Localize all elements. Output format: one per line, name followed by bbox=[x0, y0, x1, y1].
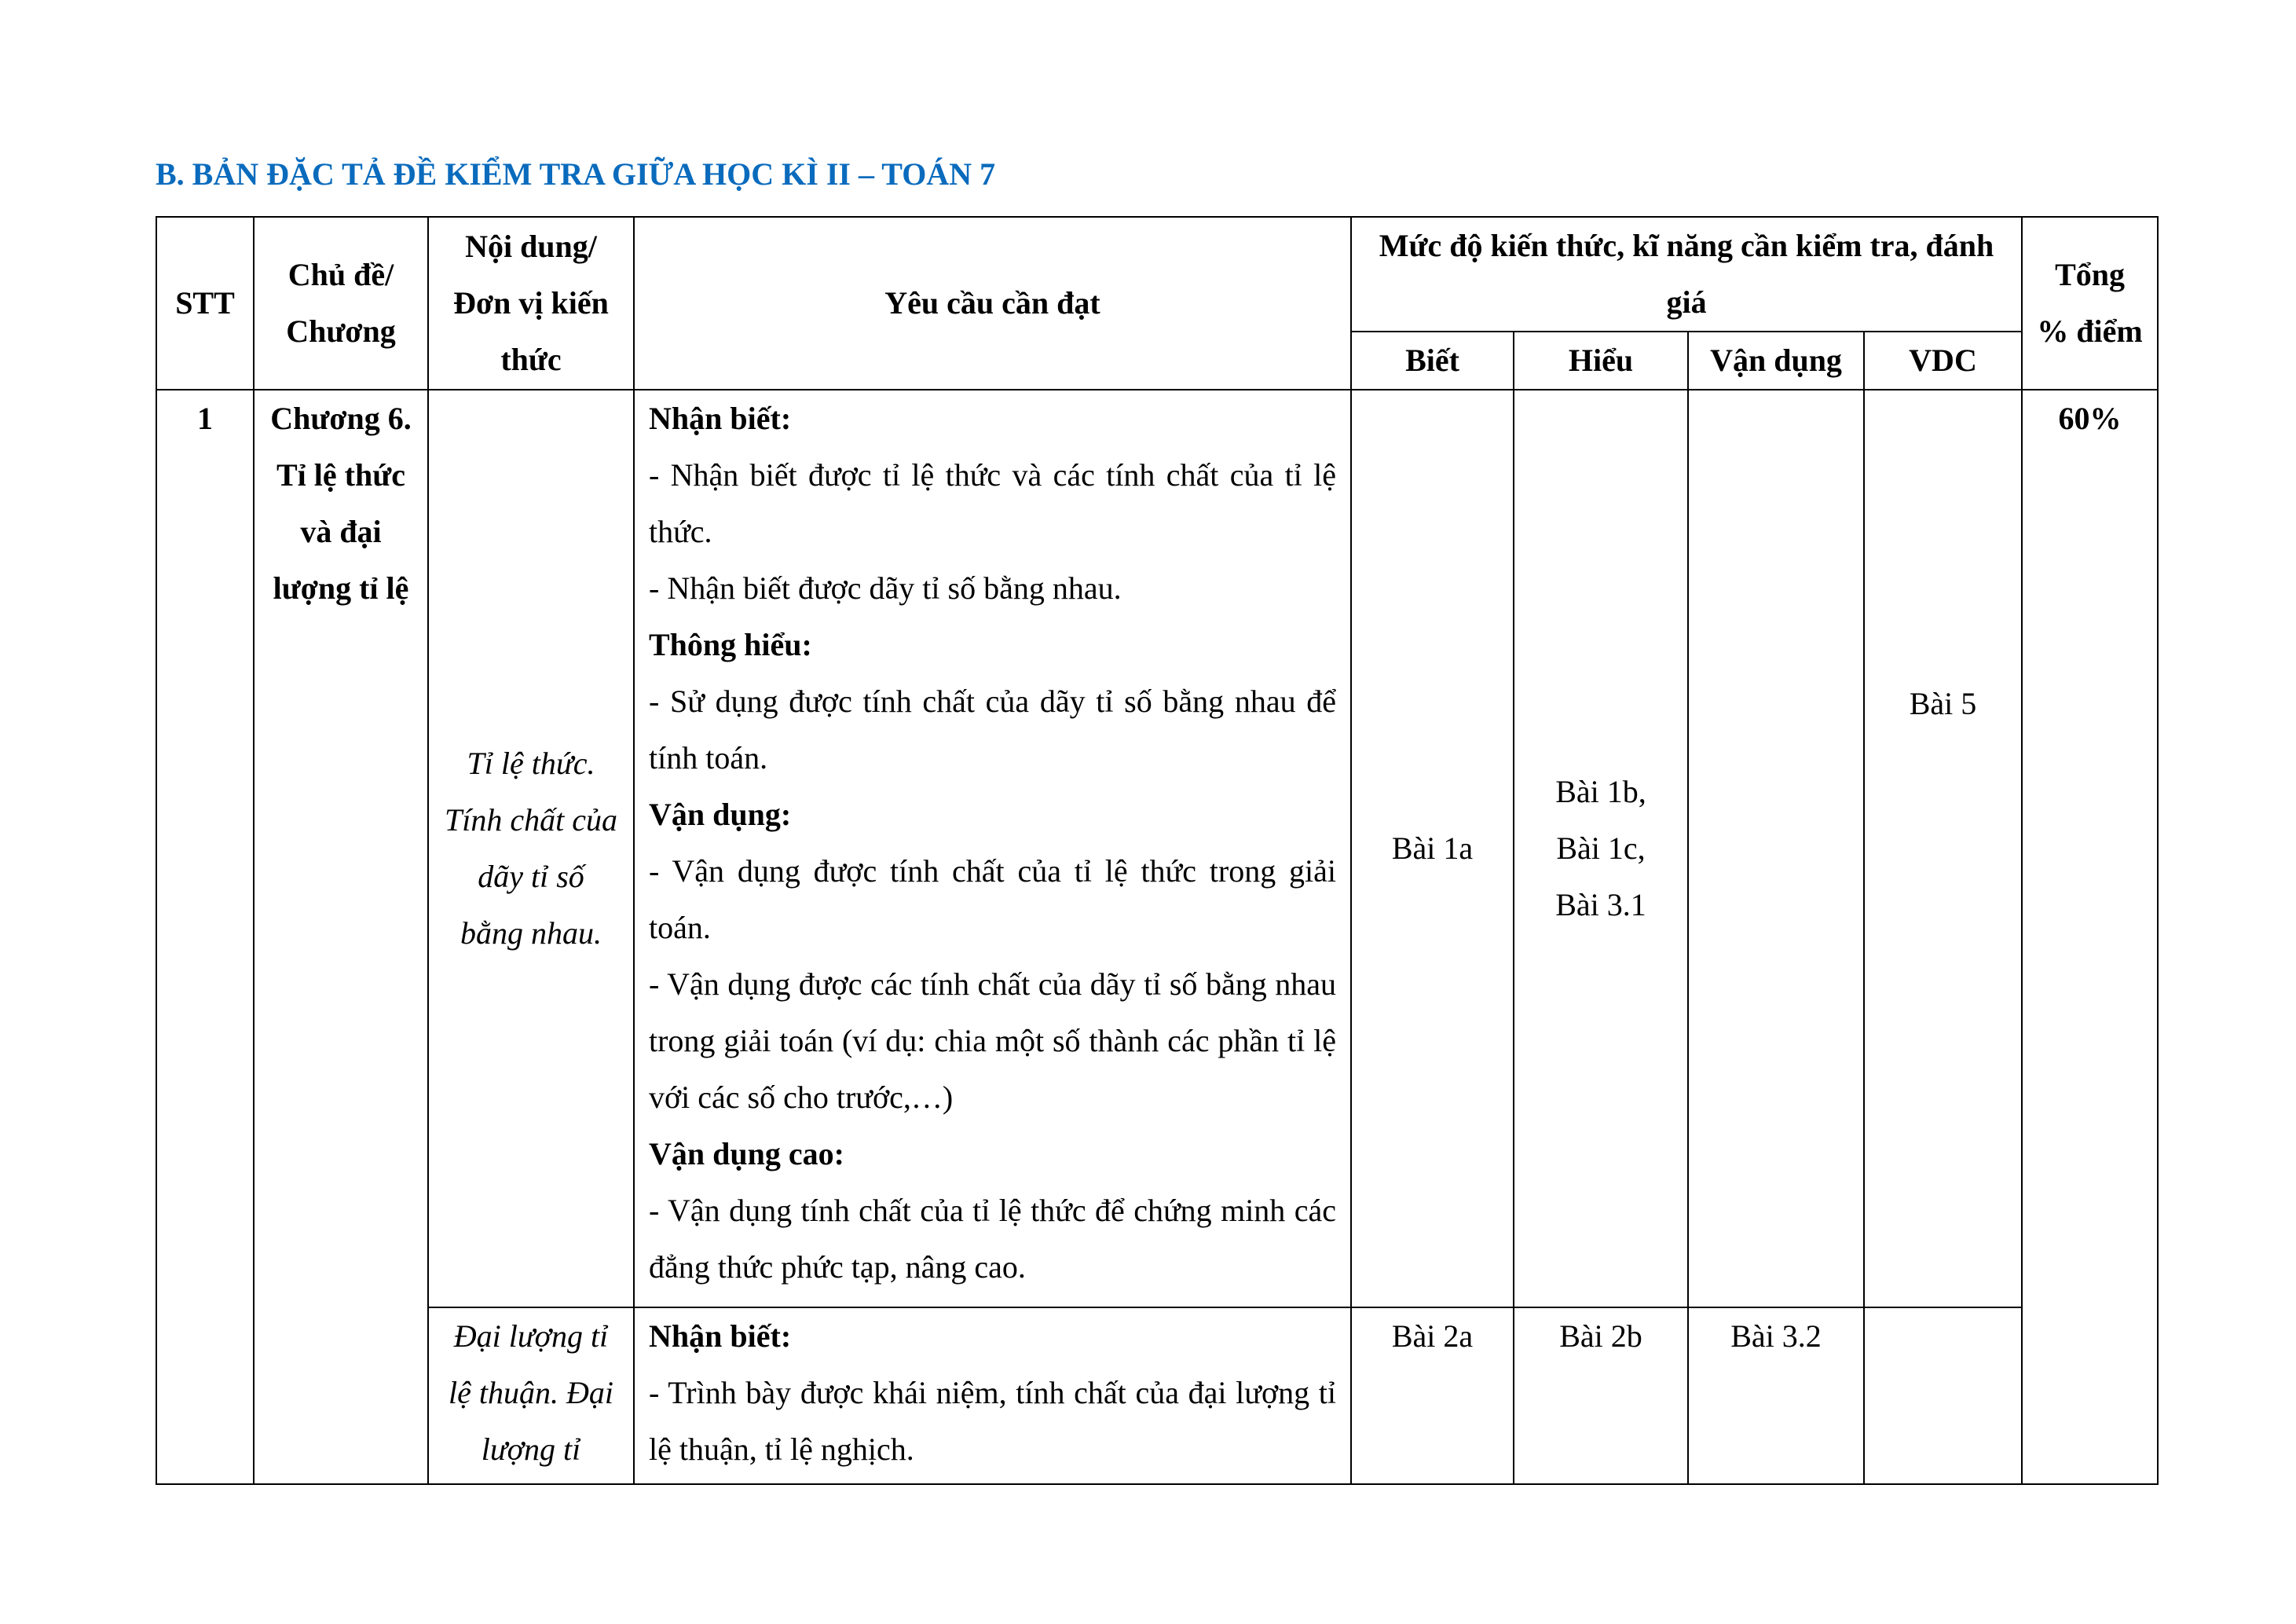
table-row bbox=[156, 1307, 2158, 1484]
row-noi-dung: Tỉ lệ thức. Tính chất của dãy tỉ số bằng nhau. bbox=[428, 390, 634, 1307]
hieu-item: Bài 1b, bbox=[1555, 774, 1646, 809]
hieu-item: Bài 1c, bbox=[1556, 830, 1646, 866]
header-stt: STT bbox=[156, 217, 254, 390]
row-tong: 60% bbox=[2022, 390, 2158, 1484]
hieu-item: Bài 3.1 bbox=[1555, 887, 1646, 922]
requirement-item: - Sử dụng được tính chất của dãy tỉ số bằng nhau để tính toán. bbox=[649, 684, 1336, 775]
header-row bbox=[156, 217, 2158, 332]
requirement-item: - Vận dụng được tính chất của tỉ lệ thức trong giải toán. bbox=[649, 853, 1336, 945]
row-yeu-cau bbox=[634, 390, 1351, 1307]
page-title: B. BẢN ĐẶC TẢ ĐỀ KIỂM TRA GIỮA HỌC KÌ II – TOÁN 7 bbox=[156, 156, 996, 192]
requirement-item: - Vận dụng tính chất của tỉ lệ thức để chứng minh các đẳng thức phức tạp, nâng cao. bbox=[649, 1193, 1336, 1285]
row-biet: Bài 1a bbox=[1351, 390, 1514, 1307]
header-biet: Biết bbox=[1351, 332, 1514, 390]
row-yeu-cau bbox=[634, 1307, 1351, 1484]
header-tong: Tổng % điểm bbox=[2022, 217, 2158, 390]
vdc-item: Bài 5 bbox=[1909, 686, 1977, 721]
table-row bbox=[156, 390, 2158, 1307]
level-van-dung-cao: Vận dụng cao: bbox=[649, 1136, 844, 1171]
row-van-dung bbox=[1688, 390, 1864, 1307]
level-thong-hieu: Thông hiểu: bbox=[649, 627, 812, 662]
row-vdc bbox=[1864, 390, 2022, 1307]
requirement-item: - Vận dụng được các tính chất của dãy tỉ số bằng nhau trong giải toán (ví dụ: chia một số thành các phần tỉ lệ với các số cho trước,…) bbox=[649, 966, 1336, 1115]
header-vdc: VDC bbox=[1864, 332, 2022, 390]
header-muc-do: Mức độ kiến thức, kĩ năng cần kiểm tra, đánh giá bbox=[1351, 217, 2022, 332]
row-hieu bbox=[1514, 390, 1688, 1307]
requirement-item: - Nhận biết được tỉ lệ thức và các tính chất của tỉ lệ thức. bbox=[649, 457, 1336, 549]
requirement-item: - Trình bày được khái niệm, tính chất của đại lượng tỉ lệ thuận, tỉ lệ nghịch. bbox=[649, 1375, 1336, 1467]
level-van-dung: Vận dụng: bbox=[649, 797, 792, 832]
header-hieu: Hiểu bbox=[1514, 332, 1688, 390]
row-vdc bbox=[1864, 1307, 2022, 1484]
requirement-item: - Nhận biết được dãy tỉ số bằng nhau. bbox=[649, 570, 1122, 606]
header-chu-de: Chủ đề/ Chương bbox=[254, 217, 428, 390]
row-stt: 1 bbox=[156, 390, 254, 1484]
header-yeu-cau: Yêu cầu cần đạt bbox=[634, 217, 1351, 390]
row-van-dung: Bài 3.2 bbox=[1688, 1307, 1864, 1484]
row-chu-de: Chương 6. Tỉ lệ thức và đại lượng tỉ lệ bbox=[254, 390, 428, 1484]
level-nhan-biet: Nhận biết: bbox=[649, 1318, 792, 1354]
header-noi-dung: Nội dung/ Đơn vị kiến thức bbox=[428, 217, 634, 390]
row-biet: Bài 2a bbox=[1351, 1307, 1514, 1484]
level-nhan-biet: Nhận biết: bbox=[649, 401, 792, 436]
row-hieu: Bài 2b bbox=[1514, 1307, 1688, 1484]
specification-table bbox=[156, 216, 2159, 1485]
row-noi-dung: Đại lượng tỉ lệ thuận. Đại lượng tỉ bbox=[428, 1307, 634, 1484]
header-van-dung: Vận dụng bbox=[1688, 332, 1864, 390]
